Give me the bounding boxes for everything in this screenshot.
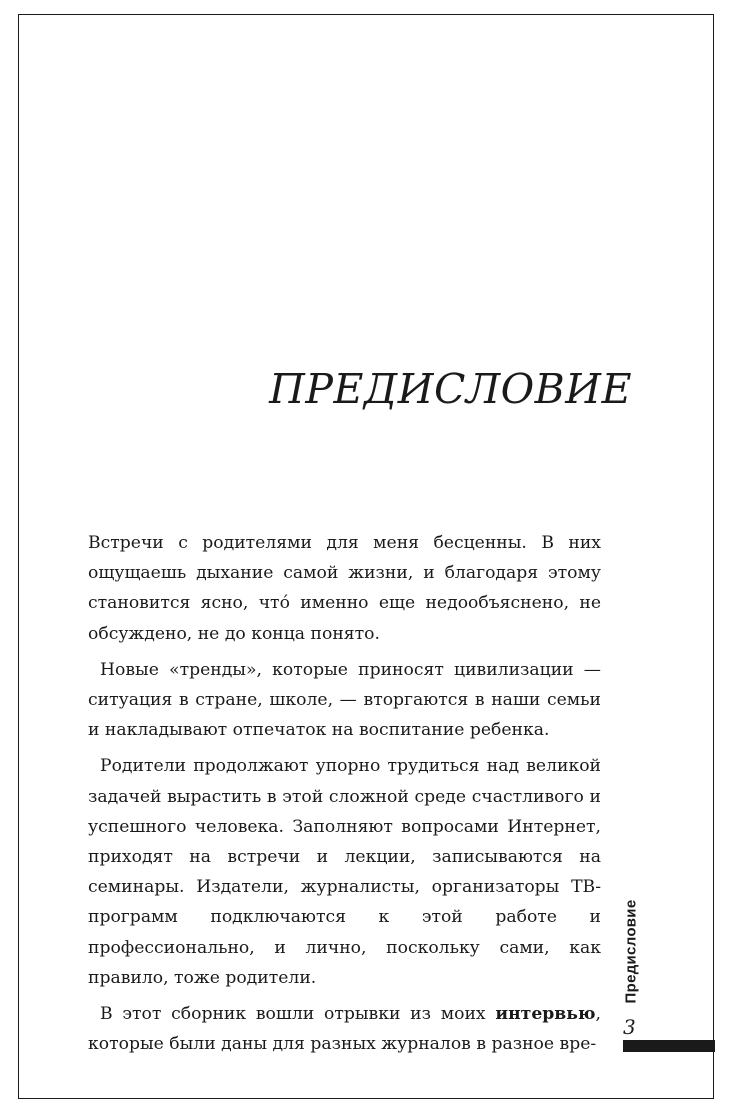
paragraph-4-bold: интервью [495,1004,596,1025]
paragraph-4 [88,999,601,1059]
page-number-bar [623,1040,715,1052]
running-head-label: Предисловие [622,899,640,1003]
paragraph-2: Новые «тренды», которые приносят цивилизации — ситуация в стране, школе, — вторгаются в наши семьи и накладывают отпечаток на воспитание ребенка. [88,659,601,741]
paragraph-3: Родители продолжают упорно трудиться над великой задачей вырастить в этой сложной среде счастливого и успешного человека. Заполняют вопросами Интернет, приходят на встречи и лекции, записываются на семинары. Издатели, журналисты, организаторы ТВ-программ подключаются к этой работе и профессионально, и лично, поскольку сами, как правило, тоже родители. [88,756,601,988]
paragraph-4-end: , которые были даны для разных журналов в разное вре- [88,1004,601,1055]
paragraph-4-start: В этот сборник вошли отрывки из моих [100,1004,496,1025]
chapter-title: ПРЕДИСЛОВИЕ [269,365,632,413]
running-head [617,899,645,1003]
book-page [18,14,714,1099]
paragraph-1: Встречи с родителями для меня бесценны. В них ощущаешь дыхание самой жизни, и благодаря этому становится ясно, что́ именно еще недообъяснено, не обсуждено, не до конца понято. [88,533,601,644]
page-number: 3 [623,1015,636,1039]
body-text [88,528,601,1065]
